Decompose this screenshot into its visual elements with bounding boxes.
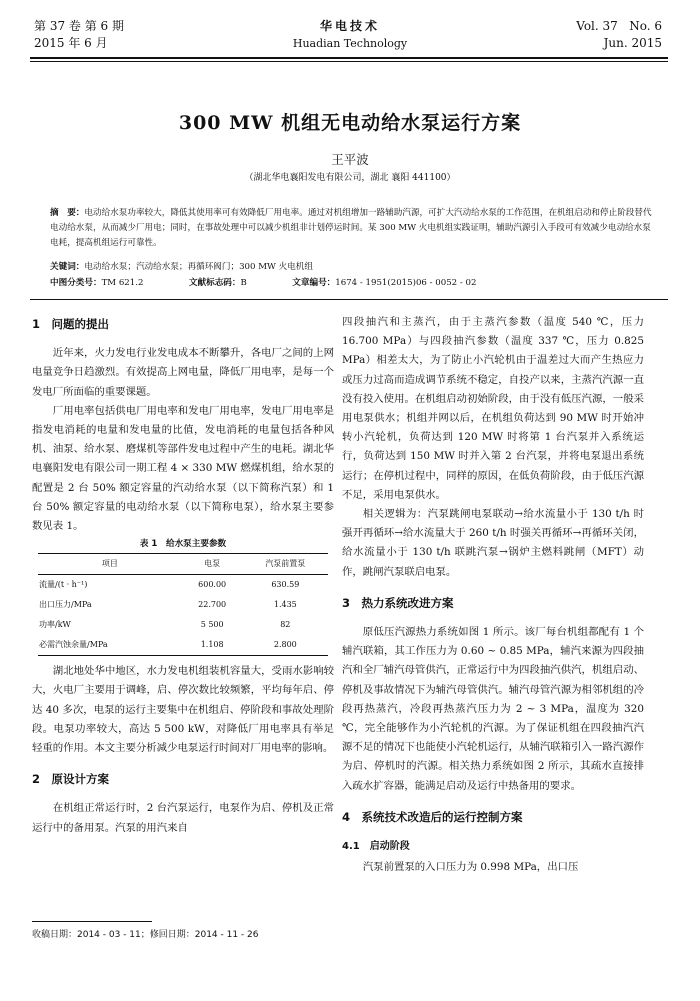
table-row [38, 595, 328, 615]
table-cell: 5 500 [200, 620, 224, 630]
section-1-paragraph-2: 厂用电率包括供电厂用电率和发电厂用电率，发电厂用电率是指发电消耗的电量和发电量的比值，发电消耗的电量包括各种风机、油泵、给水泵、磨煤机等部件发电过程中产生的电耗。湖北华电襄阳发电有限公司一期工程 4 × 330 MW 燃煤机组，给水泵的配置是 2 台 50% 额定容量的汽动给水泵（以下简称汽泵）和 1 台 50% 额定容量的电动给水泵（以下简称电泵），给水泵主要参数见表 1。 [32, 404, 334, 533]
paper-title: 300 MW 机组无电动给水泵运行方案 [178, 112, 522, 134]
table-header-row [38, 554, 328, 575]
table-cell: 630.59 [271, 580, 300, 590]
abstract-label: 摘 要： [50, 208, 85, 218]
section-1-paragraph-3: 湖北地处华中地区，水力发电机组装机容量大，受雨水影响较大，火电厂主要用于调峰，启、停次数比较频繁，平均每年启、停达 40 多次，电泵的运行主要集中在机组启、停阶段和事故处理阶段。电泵功率较大，高达 5 500 kW，对降低厂用电率具有举足轻重的作用。本文主要分析减少电泵运行时间对厂用电率的影响。 [32, 665, 334, 755]
table-cell: 流量/(t · h⁻¹) [39, 580, 88, 590]
doc-code: B [240, 278, 247, 288]
table-row [38, 635, 328, 656]
table-cell: 22.700 [198, 600, 227, 610]
journal-name-en: Huadian Technology [292, 37, 408, 50]
clc-code: TM 621.2 [101, 278, 144, 288]
month-year: Jun. 2015 [603, 36, 662, 50]
section-3-heading: 3 热力系统改进方案 [342, 595, 454, 610]
table-cell: 2.800 [243, 635, 328, 656]
table-row [38, 575, 328, 596]
table-cell: 82 [280, 620, 291, 630]
keywords-label: 关键词： [50, 262, 85, 272]
section-4-1-heading: 4.1 启动阶段 [342, 841, 410, 853]
table-cell: 必需汽蚀余量/MPa [38, 635, 182, 656]
abstract [50, 206, 652, 251]
table-header: 项目 [38, 554, 182, 575]
table-cell: 1.435 [273, 600, 297, 610]
received-dates: 收稿日期：2014 - 03 - 11；修回日期：2014 - 11 - 26 [32, 930, 259, 940]
section-1-paragraph-1: 近年来，火力发电行业发电成本不断攀升，各电厂之间的上网电量竞争日趋激烈。有效提高上网电量，降低厂用电率，是每一个发电厂所面临的重要课题。 [32, 347, 334, 398]
table-row [38, 615, 328, 635]
classification [50, 276, 652, 291]
section-2-paragraph-1-continued: 四段抽汽和主蒸汽，由于主蒸汽参数（温度 540 ℃，压力 16.700 MPa）与四段抽汽参数（温度 337 ℃，压力 0.825 MPa）相差太大，为了防止小汽轮机由于温差过大而产生热应力或压力过高而造成调节系统不稳定，自投产以来，主蒸汽汽源一直没有投入使用。在机组启动初始阶段，由于没有低压汽源，一般采用电泵供水；机组并网以后，在机组负荷达到 90 MW 时开始冲转小汽轮机，负荷达到 120 MW 时将第 1 台汽泵并入系统运行，负荷达到 150 MW 时并入第 2 台汽泵，并将电泵退出系统运行；在停机过程中，同样的原因，在低负荷阶段，由于低压汽源不足，采用电泵供水。 [342, 316, 644, 501]
journal-name-cn: 华电技术 [319, 19, 380, 33]
right-column [342, 313, 644, 877]
table-1 [38, 553, 328, 656]
journal-issue: 第 37 卷 第 6 期 [34, 19, 124, 33]
footnote-rule [32, 921, 152, 922]
volume-number: Vol. 37 No. 6 [576, 19, 662, 33]
doc-code-label: 文献标志码： [188, 278, 241, 288]
header-right [576, 18, 662, 52]
section-2-heading: 2 原设计方案 [32, 772, 110, 787]
left-column [32, 313, 334, 838]
section-2-paragraph-2: 相关逻辑为：汽泵跳闸电泵联动→给水流量小于 130 t/h 时强开再循环→给水流量大于 260 t/h 时强关再循环→再循环关闭，给水流量小于 130 t/h 联跳汽泵→锅炉主燃料跳闸（MFT）动作，跳闸汽泵联启电泵。 [342, 508, 644, 578]
section-3-paragraph-1: 原低压汽源热力系统如图 1 所示。该厂每台机组都配有 1 个辅汽联箱，其工作压力为 0.60 ~ 0.85 MPa，辅汽来源为四段抽汽和全厂辅汽母管供汽，正常运行中为四段抽汽供汽，机组启动、停机及事故情况下为辅汽母管供汽。辅汽母管汽源为相邻机组的冷段再热蒸汽，冷段再热蒸汽压力为 2 ~ 3 MPa，温度为 320 ℃，完全能够作为小汽轮机的汽源。为了保证机组在四段抽汽汽源不足的情况下也能使小汽轮机运行，从辅汽联箱引入一路汽源作为启、停机时的汽源。相关热力系统如图 2 所示，其疏水直接排入疏水扩容器，能满足启动及运行中热备用的要求。 [342, 626, 644, 792]
journal-date: 2015 年 6 月 [34, 36, 108, 50]
table-1-caption: 表 1 给水泵主要参数 [139, 539, 227, 550]
section-4-heading: 4 系统技术改造后的运行控制方案 [342, 809, 523, 824]
keywords [50, 260, 652, 275]
abstract-rule [30, 299, 668, 300]
section-2-paragraph-1: 在机组正常运行时，2 台汽泵运行，电泵作为启、停机及正常运行中的备用泵。汽泵的用汽来自 [32, 802, 334, 834]
affiliation: （湖北华电襄阳发电有限公司，湖北 襄阳 441100） [244, 173, 456, 183]
clc-label: 中图分类号： [50, 278, 102, 288]
author: 王平波 [331, 152, 369, 167]
keywords-text: 电动给水泵；汽动给水泵；再循环阀门；300 MW 火电机组 [84, 262, 313, 272]
table-header: 电泵 [182, 554, 243, 575]
header-rule-thin [30, 61, 668, 62]
article-number-label: 文章编号： [292, 278, 336, 288]
table-cell: 600.00 [198, 580, 227, 590]
table-cell: 1.108 [182, 635, 243, 656]
section-1-heading: 1 问题的提出 [32, 317, 110, 331]
article-number: 1674 - 1951(2015)06 - 0052 - 02 [335, 278, 477, 288]
header-rule-thick [30, 57, 668, 59]
section-4-1-paragraph-1: 汽泵前置泵的入口压力为 0.998 MPa，出口压 [362, 861, 579, 874]
table-cell: 出口压力/MPa [39, 600, 92, 610]
abstract-text: 电动给水泵功率较大，降低其使用率可有效降低厂用电率。通过对机组增加一路辅助汽源，可扩大汽动给水泵的工作范围，在机组启动和停止阶段替代电动给水泵，从而减少厂用电；同时，在事故处理中可以减少机组非计划停运时间。某 300 MW 火电机组实践证明，辅助汽源引入手段可有效减少电动给水泵电耗，提高机组运行可靠性。 [50, 208, 652, 248]
table-header: 汽泵前置泵 [243, 554, 328, 575]
table-cell: 功率/kW [39, 620, 71, 630]
